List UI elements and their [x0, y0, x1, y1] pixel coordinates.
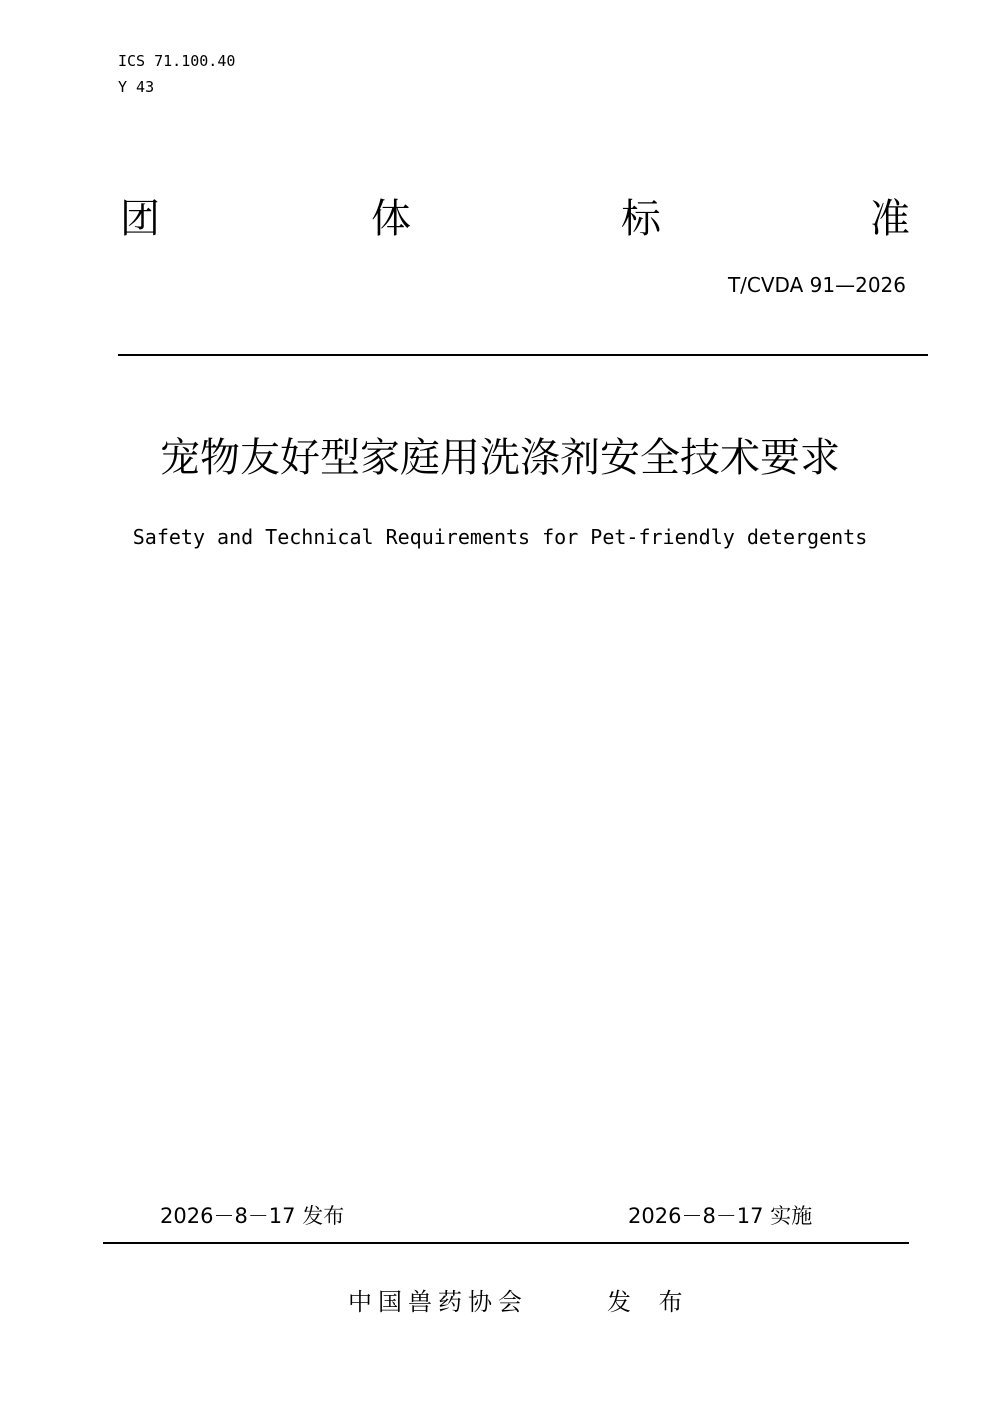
ccs-code: Y 43 — [118, 78, 155, 96]
top-divider — [118, 354, 928, 356]
publish-date: 2026－8－17 发布 — [160, 1204, 345, 1228]
implement-date: 2026－8－17 实施 — [628, 1204, 813, 1228]
header-char-3: 标 — [621, 196, 661, 242]
title-chinese: 宠物友好型家庭用洗涤剂安全技术要求 — [160, 435, 840, 481]
publisher-name: 中国兽药协会 — [348, 1288, 528, 1316]
header-char-1: 团 — [120, 196, 160, 242]
title-english: Safety and Technical Requirements for Pet-friendly detergents — [132, 525, 868, 549]
header-char-2: 体 — [371, 196, 411, 242]
ics-code: ICS 71.100.40 — [118, 52, 236, 70]
bottom-divider — [103, 1242, 909, 1244]
publish-label: 发 布 — [607, 1288, 693, 1316]
header-char-4: 准 — [870, 196, 910, 242]
standard-number: T/CVDA 91—2026 — [727, 273, 906, 297]
